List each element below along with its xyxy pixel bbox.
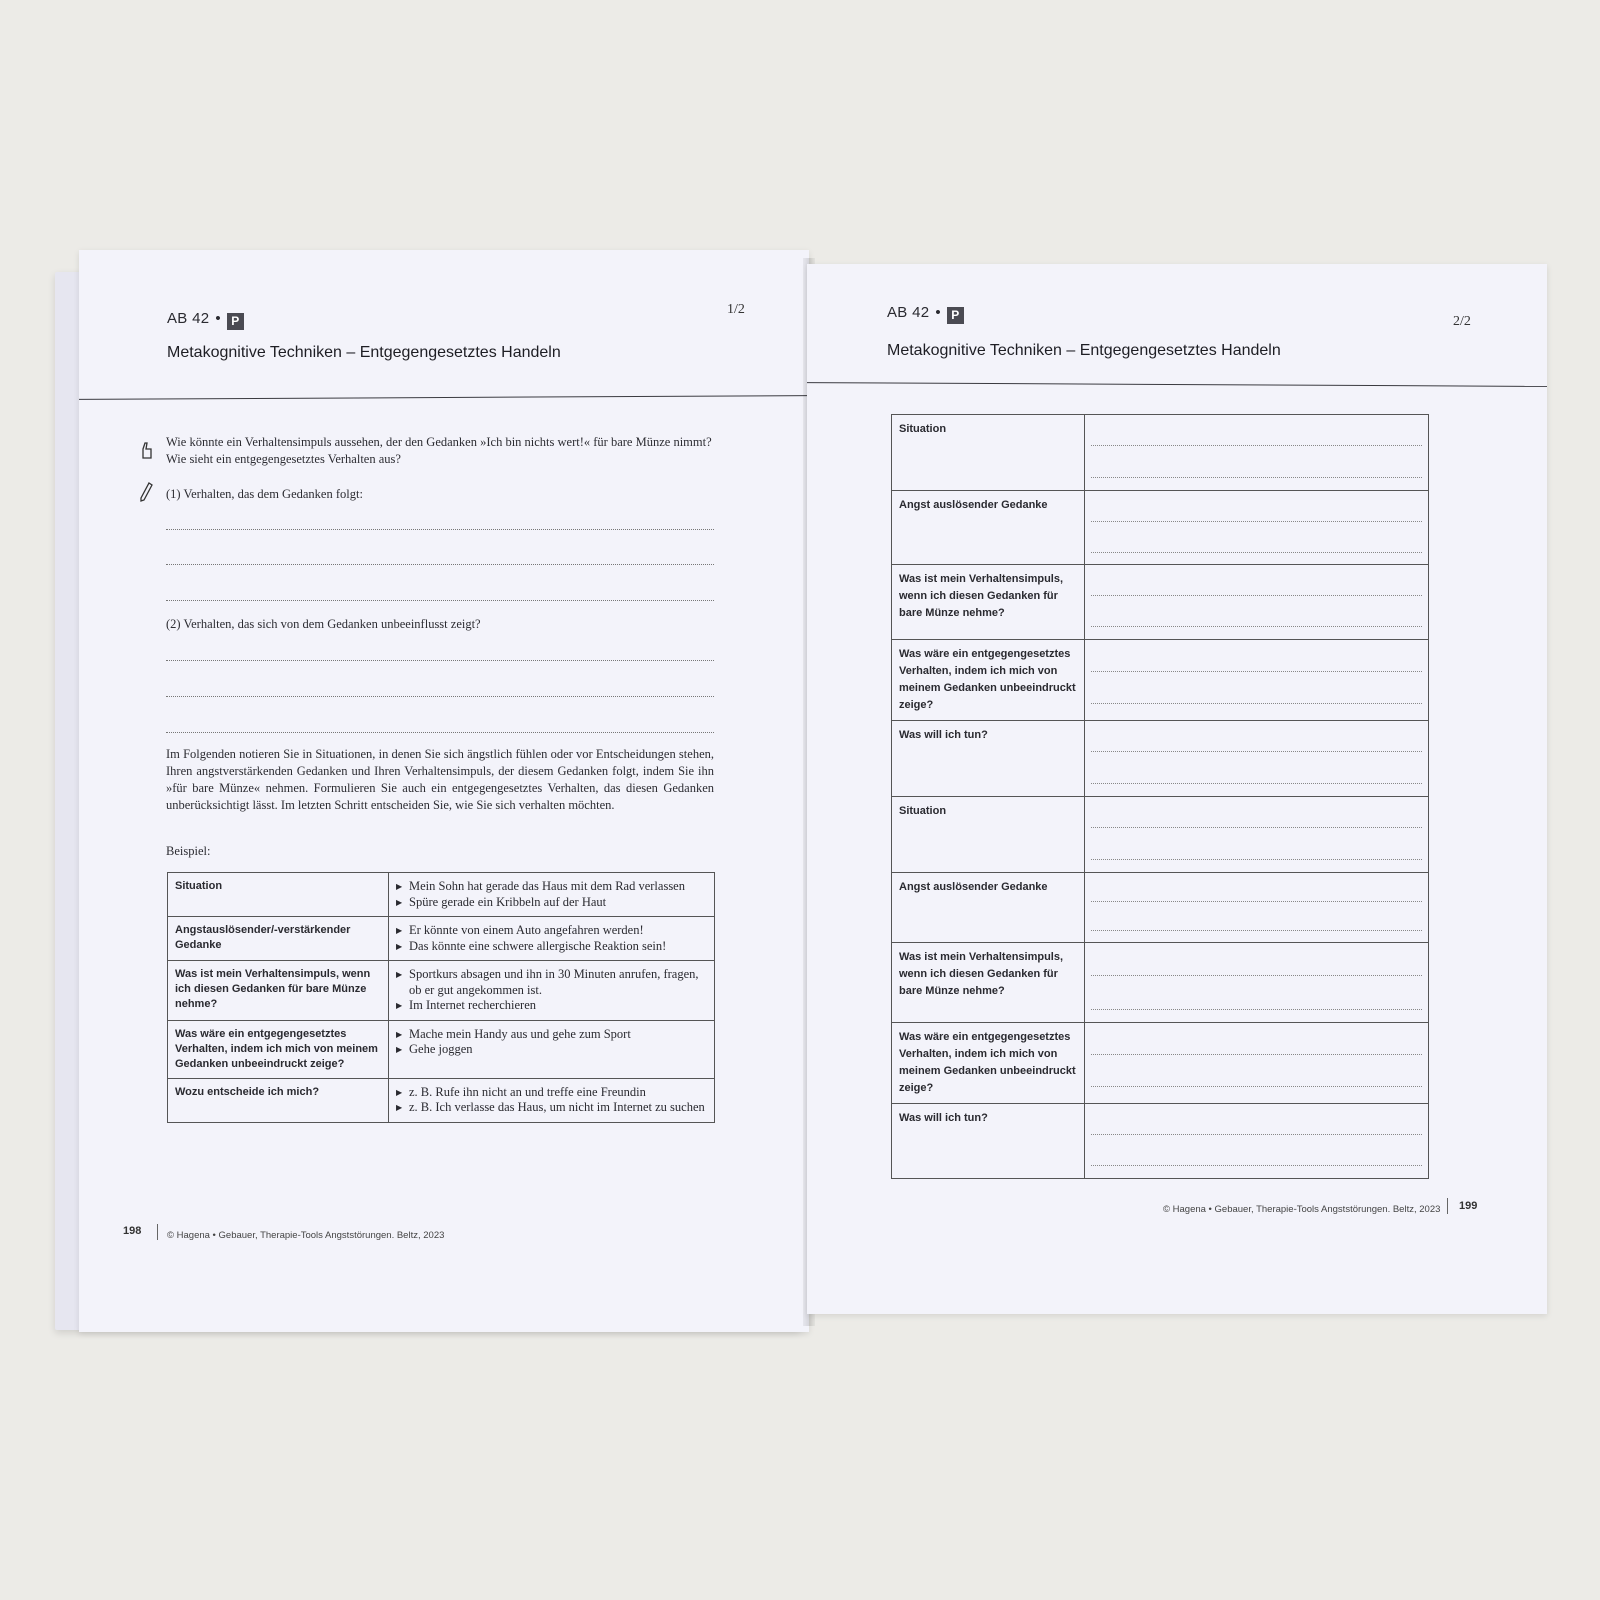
worksheet-row-label: Situation xyxy=(892,415,1085,491)
example-bullet: ▶ z. B. Ich verlasse das Haus, um nicht im Internet zu suchen xyxy=(396,1100,707,1116)
prompt-1: (1) Verhalten, das dem Gedanken folgt: xyxy=(166,487,363,501)
answer-line[interactable] xyxy=(1091,671,1422,672)
worksheet-answer-cell[interactable] xyxy=(1085,640,1429,721)
worksheet-row xyxy=(892,1104,1429,1179)
p-badge: P xyxy=(947,307,964,324)
answer-line[interactable] xyxy=(1091,477,1422,478)
open-workbook xyxy=(55,250,1550,1335)
example-bullet: ▶ Das könnte eine schwere allergische Reaktion sein! xyxy=(396,939,707,955)
answer-line[interactable] xyxy=(166,660,714,661)
example-row-label: Situation xyxy=(168,873,389,917)
worksheet-answer-cell[interactable] xyxy=(1085,1104,1429,1179)
answer-line[interactable] xyxy=(1091,1009,1422,1010)
p-badge: P xyxy=(227,313,244,330)
answer-line[interactable] xyxy=(1091,552,1422,553)
pencil-icon xyxy=(139,482,153,507)
example-row-label: Was wäre ein entgegengesetztes Verhalten, indem ich mich von meinem Gedanken unbeeindruckt zeige? xyxy=(168,1020,389,1078)
worksheet-row-label: Was will ich tun? xyxy=(892,1104,1085,1179)
answer-line[interactable] xyxy=(1091,1054,1422,1055)
example-table xyxy=(167,872,715,1123)
prompt-2: (2) Verhalten, das sich von dem Gedanken unbeeinflusst zeigt? xyxy=(166,617,481,631)
page-number: 199 xyxy=(1459,1200,1478,1212)
example-bullet: ▶ Gehe joggen xyxy=(396,1042,707,1058)
example-label: Beispiel: xyxy=(166,844,211,858)
example-row xyxy=(168,961,715,1021)
example-bullet: ▶ z. B. Rufe ihn nicht an und treffe eine Freundin xyxy=(396,1085,707,1101)
footer-separator xyxy=(1447,1198,1448,1214)
hand-writing-icon xyxy=(139,440,155,465)
worksheet-label: AB 42 • P xyxy=(887,304,964,324)
answer-line[interactable] xyxy=(1091,827,1422,828)
example-row-label: Wozu entscheide ich mich? xyxy=(168,1078,389,1122)
worksheet-row-label: Was wäre ein entgegengesetztes Verhalten, indem ich mich von meinem Gedanken unbeeindruckt zeige? xyxy=(892,640,1085,721)
answer-line[interactable] xyxy=(166,564,714,565)
answer-line[interactable] xyxy=(166,600,714,601)
example-bullet: ▶ Er könnte von einem Auto angefahren werden! xyxy=(396,923,707,939)
worksheet-answer-cell[interactable] xyxy=(1085,721,1429,797)
answer-line[interactable] xyxy=(1091,783,1422,784)
worksheet-row-label: Situation xyxy=(892,797,1085,873)
worksheet-row xyxy=(892,1023,1429,1104)
answer-line[interactable] xyxy=(166,529,714,530)
worksheet-row xyxy=(892,873,1429,943)
page-title: Metakognitive Techniken – Entgegengesetztes Handeln xyxy=(167,344,561,361)
example-bullet: ▶ Mache mein Handy aus und gehe zum Sport xyxy=(396,1027,707,1043)
worksheet-answer-cell[interactable] xyxy=(1085,1023,1429,1104)
footer-separator xyxy=(157,1224,158,1240)
answer-line[interactable] xyxy=(1091,751,1422,752)
worksheet-row xyxy=(892,565,1429,640)
example-row xyxy=(168,873,715,917)
answer-line[interactable] xyxy=(1091,901,1422,902)
worksheet-row-label: Angst auslösender Gedanke xyxy=(892,491,1085,565)
worksheet-row xyxy=(892,640,1429,721)
example-row-content xyxy=(389,1020,715,1078)
example-row-label: Was ist mein Verhaltensimpuls, wenn ich diesen Gedanken für bare Münze nehme? xyxy=(168,961,389,1021)
worksheet-row xyxy=(892,721,1429,797)
worksheet-label: AB 42 • P xyxy=(167,310,244,330)
worksheet-answer-cell[interactable] xyxy=(1085,415,1429,491)
worksheet-row xyxy=(892,797,1429,873)
example-row xyxy=(168,1020,715,1078)
page-indicator: 2/2 xyxy=(1453,314,1471,329)
answer-line[interactable] xyxy=(1091,975,1422,976)
example-bullet: ▶ Spüre gerade ein Kribbeln auf der Haut xyxy=(396,895,707,911)
answer-line[interactable] xyxy=(166,732,714,733)
answer-line[interactable] xyxy=(1091,445,1422,446)
copyright-footer: © Hagena • Gebauer, Therapie-Tools Angststörungen. Beltz, 2023 xyxy=(167,1230,445,1241)
worksheet-answer-cell[interactable] xyxy=(1085,565,1429,640)
example-row xyxy=(168,1078,715,1122)
answer-line[interactable] xyxy=(1091,859,1422,860)
left-page xyxy=(79,250,809,1332)
answer-line[interactable] xyxy=(1091,1134,1422,1135)
worksheet-table xyxy=(891,414,1429,1179)
answer-line[interactable] xyxy=(1091,703,1422,704)
example-bullet: ▶ Mein Sohn hat gerade das Haus mit dem Rad verlassen xyxy=(396,879,707,895)
worksheet-row-label: Was wäre ein entgegengesetztes Verhalten, indem ich mich von meinem Gedanken unbeeindruckt zeige? xyxy=(892,1023,1085,1104)
page-number: 198 xyxy=(123,1225,142,1237)
header-rule xyxy=(807,382,1547,387)
worksheet-row-label: Was ist mein Verhaltensimpuls, wenn ich diesen Gedanken für bare Münze nehme? xyxy=(892,943,1085,1023)
example-row-content xyxy=(389,917,715,961)
answer-line[interactable] xyxy=(1091,595,1422,596)
question-text: Wie könnte ein Verhaltensimpuls aussehen, der den Gedanken »Ich bin nichts wert!« für bare Münze nimmt? Wie sieht ein entgegengesetztes Verhalten aus? xyxy=(166,435,712,466)
worksheet-row-label: Was will ich tun? xyxy=(892,721,1085,797)
example-bullet: ▶ Im Internet recherchieren xyxy=(396,998,707,1014)
example-row-content xyxy=(389,873,715,917)
page-indicator: 1/2 xyxy=(727,302,745,317)
example-row-content xyxy=(389,1078,715,1122)
right-page xyxy=(807,264,1547,1314)
answer-line[interactable] xyxy=(1091,930,1422,931)
worksheet-answer-cell[interactable] xyxy=(1085,943,1429,1023)
worksheet-answer-cell[interactable] xyxy=(1085,873,1429,943)
example-bullet: ▶ Sportkurs absagen und ihn in 30 Minuten anrufen, fragen, ob er gut angekommen ist. xyxy=(396,967,707,998)
example-row-content xyxy=(389,961,715,1021)
answer-line[interactable] xyxy=(1091,626,1422,627)
example-row xyxy=(168,917,715,961)
answer-line[interactable] xyxy=(1091,1165,1422,1166)
worksheet-answer-cell[interactable] xyxy=(1085,491,1429,565)
copyright-footer: © Hagena • Gebauer, Therapie-Tools Angststörungen. Beltz, 2023 xyxy=(1163,1204,1441,1215)
page-title: Metakognitive Techniken – Entgegengesetztes Handeln xyxy=(887,342,1281,359)
worksheet-row xyxy=(892,491,1429,565)
worksheet-row-label: Was ist mein Verhaltensimpuls, wenn ich diesen Gedanken für bare Münze nehme? xyxy=(892,565,1085,640)
worksheet-row-label: Angst auslösender Gedanke xyxy=(892,873,1085,943)
answer-line[interactable] xyxy=(1091,521,1422,522)
header-rule xyxy=(79,395,809,400)
worksheet-row xyxy=(892,943,1429,1023)
worksheet-row xyxy=(892,415,1429,491)
worksheet-answer-cell[interactable] xyxy=(1085,797,1429,873)
instructions-text: Im Folgenden notieren Sie in Situationen, in denen Sie sich ängstlich fühlen oder vor Entscheidungen stehen, Ihren angstverstärkenden Gedanken und Ihren Verhaltensimpuls, der diesem Gedanken folgt, indem Sie ihn »für bare Münze« nehmen. Formulieren Sie auch ein entgegengesetztes Verhalten, das diesen Gedanken unberücksichtigt lässt. Im letzten Schritt entscheiden Sie, wie Sie sich verhalten möchten. xyxy=(166,747,714,812)
answer-line[interactable] xyxy=(1091,1086,1422,1087)
answer-line[interactable] xyxy=(166,696,714,697)
example-row-label: Angstauslösender/-verstärkender Gedanke xyxy=(168,917,389,961)
